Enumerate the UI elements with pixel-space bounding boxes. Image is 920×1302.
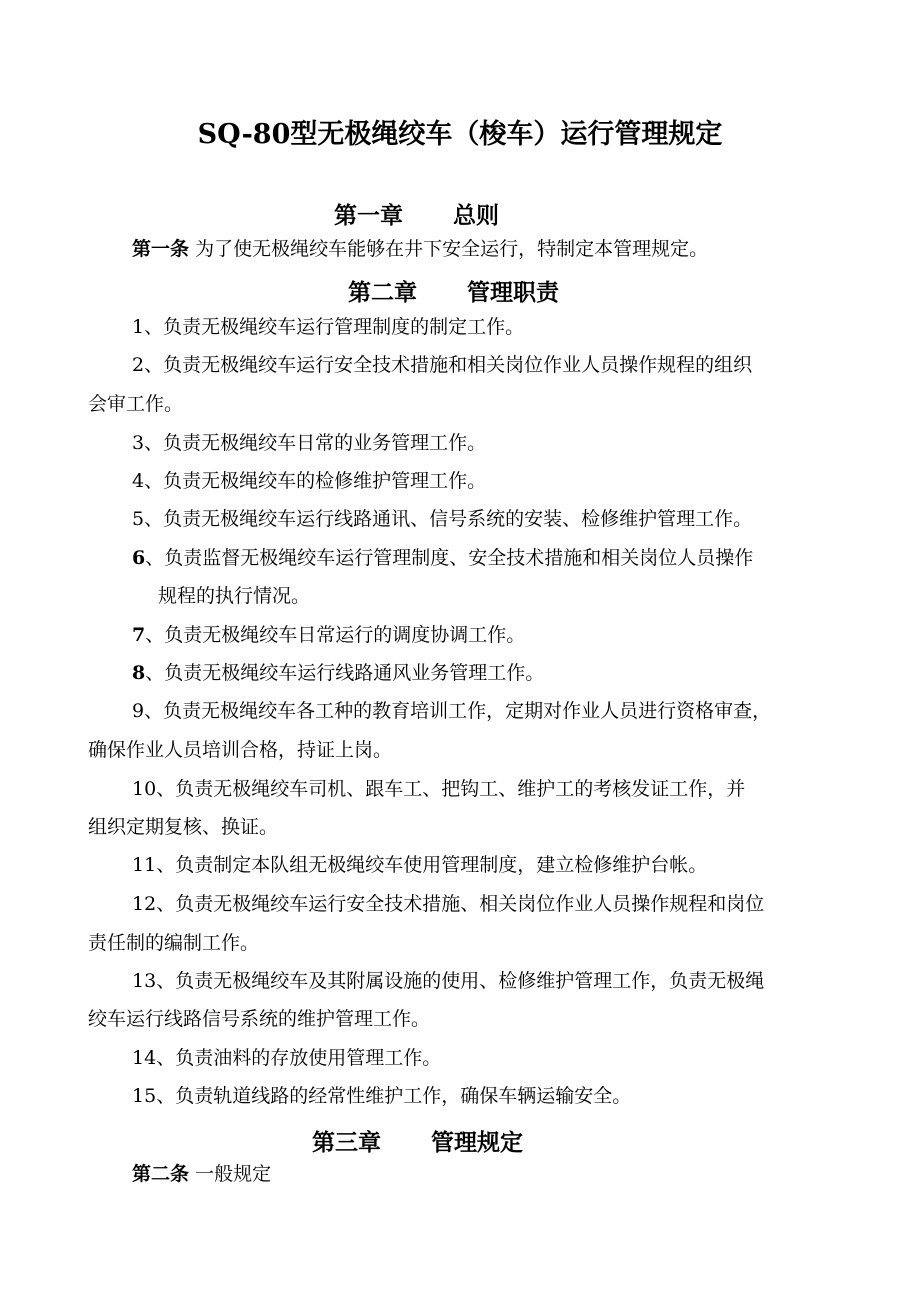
document-title: SQ-80型无极绳绞车（梭车）运行管理规定 xyxy=(197,119,723,150)
duty-item-13: 13、负责无极绳绞车及其附属设施的使用、检修维护管理工作，负责无极绳 xyxy=(132,970,765,992)
item-number: 2 xyxy=(132,354,145,376)
item-number: 8 xyxy=(132,662,146,684)
item-number: 9 xyxy=(132,700,145,722)
article-text: 一般规定 xyxy=(195,1163,272,1185)
item-text: 负责无极绳绞车运行安全技术措施和相关岗位作业人员操作规程的组织 xyxy=(163,354,753,376)
item-number: 10 xyxy=(132,778,157,800)
duty-item-6: 6、负责监督无极绳绞车运行管理制度、安全技术措施和相关岗位人员操作 xyxy=(132,547,754,569)
item-text: 负责无极绳绞车运行线路通风业务管理工作。 xyxy=(164,662,545,684)
item-text: 负责轨道线路的经常性维护工作，确保车辆运输安全。 xyxy=(175,1085,632,1107)
chapter-heading-2 xyxy=(348,274,559,307)
duty-item-2: 2、负责无极绳绞车运行安全技术措施和相关岗位作业人员操作规程的组织 xyxy=(132,354,753,376)
duty-item-12: 12、负责无极绳绞车运行安全技术措施、相关岗位作业人员操作规程和岗位 xyxy=(132,893,765,915)
chapter-heading-1 xyxy=(334,197,499,230)
article-2 xyxy=(132,1165,271,1184)
item-number: 5 xyxy=(132,508,145,530)
item-text: 负责制定本队组无极绳绞车使用管理制度，建立检修维护台帐。 xyxy=(175,854,708,876)
item-number: 6 xyxy=(132,547,146,569)
item-text: 负责无极绳绞车的检修维护管理工作。 xyxy=(163,470,487,492)
article-label: 第一条 xyxy=(132,238,190,260)
article-text: 为了使无极绳绞车能够在井下安全运行，特制定本管理规定。 xyxy=(195,238,709,260)
item-text: 负责无极绳绞车司机、跟车工、把钩工、维护工的考核发证工作，并 xyxy=(175,778,746,800)
duty-item-9: 9、负责无极绳绞车各工种的教育培训工作，定期对作业人员进行资格审查， xyxy=(132,700,772,722)
duty-item-9-continuation: 确保作业人员培训合格，持证上岗。 xyxy=(88,739,393,761)
item-number: 11 xyxy=(132,854,157,876)
item-text: 负责无极绳绞车及其附属设施的使用、检修维护管理工作，负责无极绳 xyxy=(175,970,765,992)
duty-item-8: 8、负责无极绳绞车运行线路通风业务管理工作。 xyxy=(132,662,545,684)
duty-item-13-continuation: 绞车运行线路信号系统的维护管理工作。 xyxy=(88,1008,431,1030)
article-label: 第二条 xyxy=(132,1163,190,1185)
duty-item-1: 1、负责无极绳绞车运行管理制度的制定工作。 xyxy=(132,316,525,338)
duty-item-7: 7、负责无极绳绞车日常运行的调度协调工作。 xyxy=(132,624,526,646)
item-text: 负责油料的存放使用管理工作。 xyxy=(175,1047,442,1069)
item-text: 负责无极绳绞车运行管理制度的制定工作。 xyxy=(163,316,525,338)
item-text: 负责无极绳绞车日常运行的调度协调工作。 xyxy=(164,624,526,646)
duty-item-10: 10、负责无极绳绞车司机、跟车工、把钩工、维护工的考核发证工作，并 xyxy=(132,778,746,800)
item-text: 负责无极绳绞车运行线路通讯、信号系统的安装、检修维护管理工作。 xyxy=(163,508,753,530)
item-number: 3 xyxy=(132,432,145,454)
duty-item-10-continuation: 组织定期复核、换证。 xyxy=(88,816,279,838)
item-number: 15 xyxy=(132,1085,157,1107)
item-number: 14 xyxy=(132,1047,157,1069)
item-number: 12 xyxy=(132,893,157,915)
duty-item-3: 3、负责无极绳绞车日常的业务管理工作。 xyxy=(132,432,487,454)
article-1 xyxy=(132,240,708,259)
duty-item-14: 14、负责油料的存放使用管理工作。 xyxy=(132,1047,442,1069)
duty-item-2-continuation: 会审工作。 xyxy=(88,393,184,415)
item-text: 负责无极绳绞车日常的业务管理工作。 xyxy=(163,432,487,454)
duty-item-5: 5、负责无极绳绞车运行线路通讯、信号系统的安装、检修维护管理工作。 xyxy=(132,508,753,530)
duty-item-11: 11、负责制定本队组无极绳绞车使用管理制度，建立检修维护台帐。 xyxy=(132,854,708,876)
item-number: 4 xyxy=(132,470,145,492)
item-text: 负责无极绳绞车运行安全技术措施、相关岗位作业人员操作规程和岗位 xyxy=(175,893,765,915)
chapter-name: 总则 xyxy=(453,202,499,229)
chapter-number: 第三章 xyxy=(312,1129,381,1156)
item-number: 7 xyxy=(132,624,146,646)
chapter-number: 第一章 xyxy=(334,202,403,229)
chapter-heading-3 xyxy=(312,1124,523,1157)
duty-item-12-continuation: 责任制的编制工作。 xyxy=(88,932,260,954)
duty-item-6-continuation: 规程的执行情况。 xyxy=(158,585,311,607)
item-number: 13 xyxy=(132,970,157,992)
chapter-name: 管理规定 xyxy=(431,1129,523,1156)
item-text: 负责监督无极绳绞车运行管理制度、安全技术措施和相关岗位人员操作 xyxy=(164,547,754,569)
duty-item-4: 4、负责无极绳绞车的检修维护管理工作。 xyxy=(132,470,487,492)
item-number: 1 xyxy=(132,316,145,338)
duty-item-15: 15、负责轨道线路的经常性维护工作，确保车辆运输安全。 xyxy=(132,1085,632,1107)
chapter-number: 第二章 xyxy=(348,279,417,306)
item-text: 负责无极绳绞车各工种的教育培训工作，定期对作业人员进行资格审查， xyxy=(163,700,772,722)
chapter-name: 管理职责 xyxy=(467,279,559,306)
